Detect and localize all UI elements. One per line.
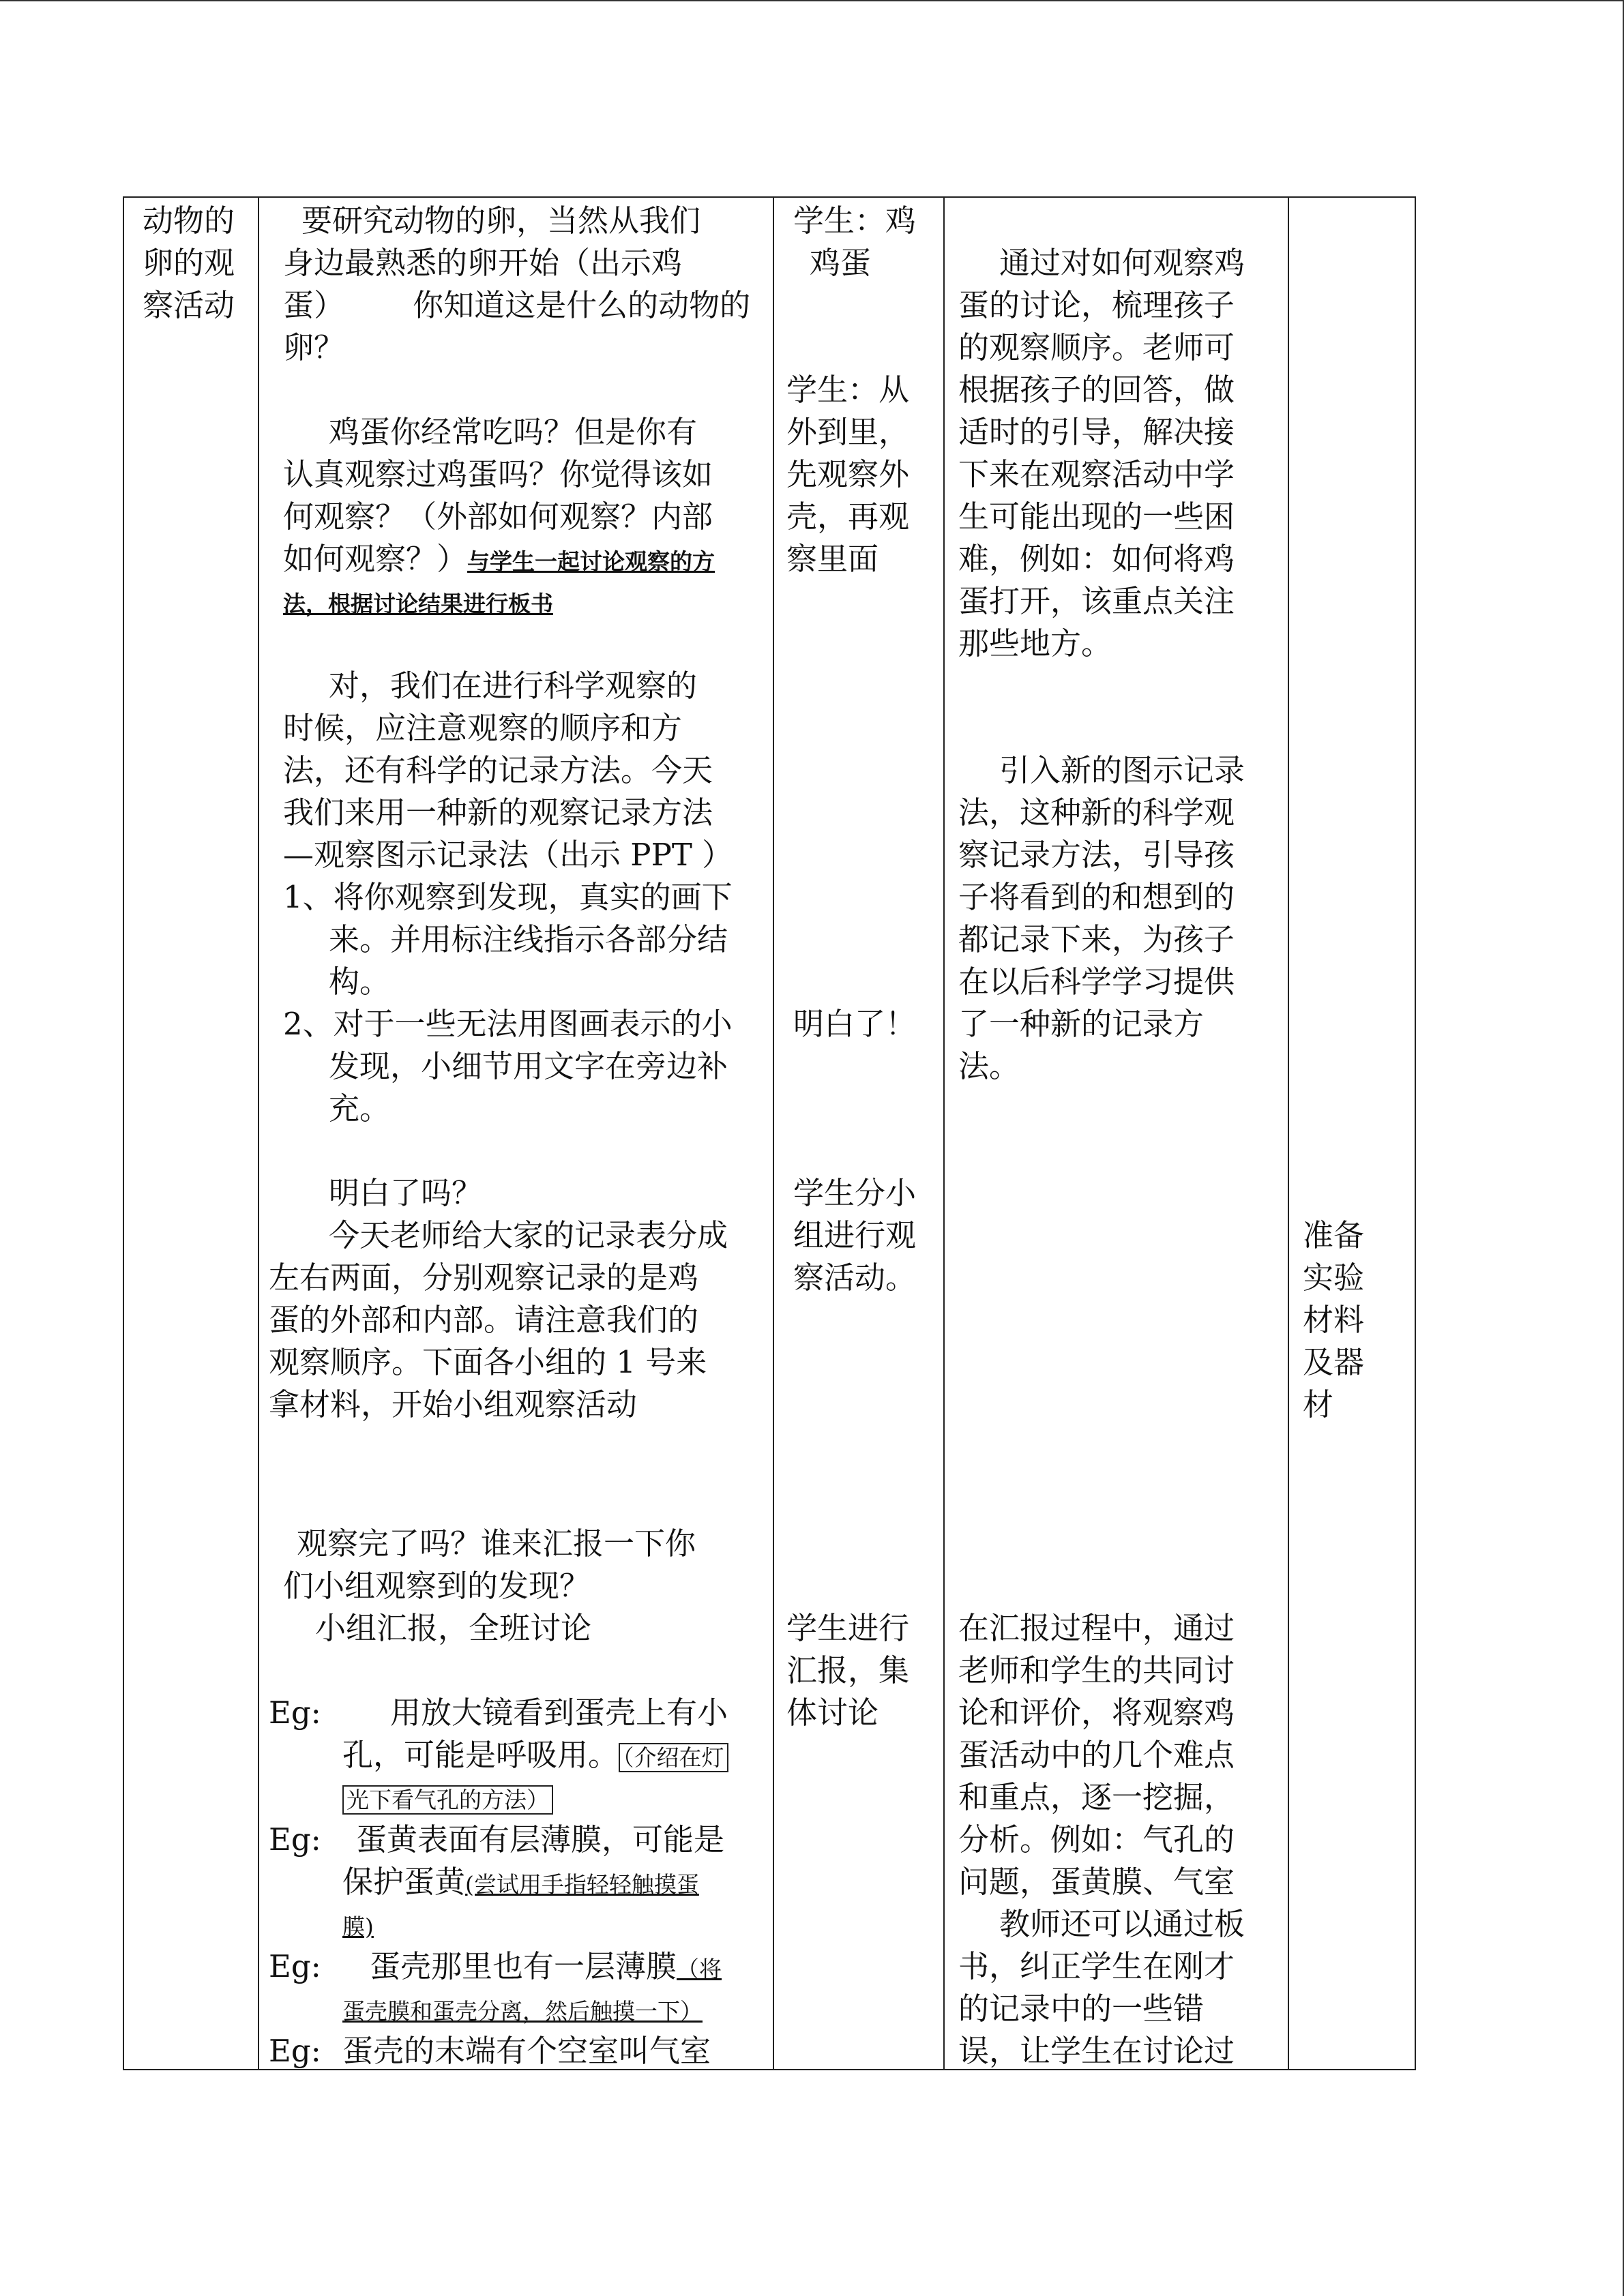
intent-text-line: 问题，蛋黄膜、气室 [958, 1864, 1235, 1900]
teaching-note: （将 [677, 1956, 722, 1982]
intent-text-line: 法，这种新的科学观 [958, 794, 1235, 831]
intent-text-line: 那些地方。 [958, 625, 1112, 661]
student-activity-cell [773, 197, 944, 2070]
student-text-line: 学生：鸡 [793, 203, 917, 239]
intent-text-line: 和重点，逐一挖掘， [958, 1779, 1235, 1815]
example-label: Eg: [269, 2033, 321, 2069]
intent-text-line: 在汇报过程中，通过 [958, 1610, 1235, 1646]
example-text: 保护蛋黄(尝试用手指轻轻触摸蛋 [342, 1864, 699, 1900]
intent-text-line: 蛋打开，该重点关注 [958, 583, 1235, 619]
intent-text-line: 论和评价，将观察鸡 [958, 1695, 1235, 1731]
preparation-cell [1288, 197, 1415, 2070]
intent-text-line: 法。 [958, 1048, 1020, 1084]
student-text-line: 外到里， [786, 414, 910, 450]
example-text: 蛋黄表面有层薄膜，可能是 [356, 1821, 725, 1858]
activity-name-line: 动物的 [143, 203, 235, 239]
example-text [342, 1988, 703, 2033]
example-label: Eg: [269, 1948, 321, 1984]
teacher-text-line: 法，还有科学的记录方法。今天 [283, 752, 713, 788]
preparation-line: 准备 [1303, 1217, 1365, 1253]
student-text-line: 察里面 [786, 541, 879, 577]
intent-text-line: 难，例如：如何将鸡 [958, 541, 1235, 577]
intent-text-line: 蛋的讨论，梳理孩子 [958, 287, 1235, 323]
table-row [123, 197, 1415, 2070]
student-text-line: 学生分小 [793, 1175, 917, 1211]
rule-item: 2、对于一些无法用图画表示的小 [283, 1006, 733, 1042]
student-text-line: 明白了！ [793, 1006, 917, 1042]
lesson-plan-table [123, 196, 1416, 2070]
teaching-note: （介绍在灯 [619, 1743, 728, 1772]
teacher-text-line: 蛋） 你知道这是什么的动物的 [283, 287, 751, 323]
rule-item: 来。并用标注线指示各部分结 [329, 921, 728, 957]
student-text-line: 学生进行 [786, 1610, 910, 1646]
teaching-note: 膜) [342, 1913, 374, 1940]
preparation-line: 材料 [1303, 1302, 1365, 1338]
student-text-line: 壳，再观 [786, 498, 910, 535]
teacher-text-line: 观察完了吗？谁来汇报一下你 [297, 1525, 696, 1562]
rule-item: 构。 [329, 964, 391, 1000]
intent-text-line: 根据孩子的回答，做 [958, 372, 1235, 408]
example-text [342, 1776, 553, 1821]
teacher-text-line: 我们来用一种新的观察记录方法 [283, 794, 713, 831]
intent-text-line: 子将看到的和想到的 [958, 879, 1235, 915]
teacher-text-line: 拿材料，开始小组观察活动 [269, 1386, 638, 1422]
preparation-line: 材 [1303, 1386, 1334, 1422]
intent-text-line: 了一种新的记录方 [958, 1006, 1205, 1042]
preparation-line: 及器 [1303, 1344, 1365, 1380]
example-text: 孔，可能是呼吸用。 （介绍在灯 [342, 1734, 728, 1779]
intent-text-line: 教师还可以通过板 [999, 1906, 1245, 1942]
intent-text-line: 分析。例如：气孔的 [958, 1821, 1235, 1858]
student-text-line: 鸡蛋 [810, 245, 872, 281]
teacher-text-line: 卵？ [283, 329, 345, 366]
intent-text-line: 蛋活动中的几个难点 [958, 1737, 1235, 1773]
teacher-text-line: —观察图示记录法（出示 PPT ） [283, 837, 733, 873]
teacher-text-line: 鸡蛋你经常吃吗？但是你有 [329, 414, 698, 450]
student-text-line: 汇报，集 [786, 1652, 910, 1688]
rule-item: 1、将你观察到发现，真实的画下 [283, 879, 733, 915]
board-writing-note: 法，根据讨论结果进行板书 [283, 591, 553, 617]
preparation-line: 实验 [1303, 1259, 1365, 1296]
teacher-text-line: 如何观察？）与学生一起讨论观察的方 [283, 541, 715, 577]
example-text: 用放大镜看到蛋壳上有小 [390, 1695, 728, 1731]
teacher-text-line: 们小组观察到的发现？ [283, 1568, 591, 1604]
student-text-line: 察活动。 [793, 1259, 917, 1296]
activity-name-cell [123, 197, 259, 2070]
example-label: Eg: [269, 1821, 321, 1858]
teacher-activity-cell [259, 197, 773, 2070]
student-text-line: 体讨论 [786, 1695, 879, 1731]
teaching-note: 光下看气孔的方法） [342, 1785, 553, 1815]
example-text [342, 1903, 374, 1948]
teacher-text-line: 蛋的外部和内部。请注意我们的 [269, 1302, 699, 1338]
teacher-text-line: 左右两面，分别观察记录的是鸡 [269, 1259, 699, 1296]
intent-text-line: 的观察顺序。老师可 [958, 329, 1235, 366]
teacher-text-line [283, 580, 553, 625]
teacher-text-line: 何观察？（外部如何观察？内部 [283, 498, 713, 535]
teacher-text-line: 明白了吗？ [329, 1175, 483, 1211]
activity-name-line: 察活动 [143, 287, 235, 323]
teaching-note: (尝试用手指轻轻触摸蛋 [465, 1871, 699, 1898]
student-text-line: 学生：从 [786, 372, 910, 408]
intent-text-line: 生可能出现的一些困 [958, 498, 1235, 535]
teacher-text-line: 小组汇报，全班讨论 [315, 1610, 592, 1646]
intent-text-line: 在以后科学学习提供 [958, 964, 1235, 1000]
example-text: 蛋壳的末端有个空室叫气室 [342, 2033, 711, 2069]
intent-text-line: 老师和学生的共同讨 [958, 1652, 1235, 1688]
student-text-line: 先观察外 [786, 456, 910, 492]
teacher-text-line: 身边最熟悉的卵开始（出示鸡 [283, 245, 683, 281]
intent-text-line: 的记录中的一些错 [958, 1991, 1205, 2027]
example-label: Eg: [269, 1695, 321, 1731]
teaching-note: 蛋壳膜和蛋壳分离，然后触摸一下） [342, 1998, 703, 2025]
rule-item: 充。 [329, 1090, 391, 1127]
intent-text-line: 下来在观察活动中学 [958, 456, 1235, 492]
teacher-text-line: 要研究动物的卵，当然从我们 [301, 203, 701, 239]
teacher-text-line: 观察顺序。下面各小组的 1 号来 [269, 1344, 707, 1380]
intent-text-line: 书，纠正学生在刚才 [958, 1948, 1235, 1984]
example-text: 蛋壳那里也有一层薄膜（将 [370, 1948, 722, 1984]
student-text-line: 组进行观 [793, 1217, 917, 1253]
rule-item: 发现，小细节用文字在旁边补 [329, 1048, 728, 1084]
teacher-text-line: 对，我们在进行科学观察的 [329, 668, 698, 704]
activity-name-line: 卵的观 [143, 245, 235, 281]
intent-text-line: 察记录方法，引导孩 [958, 837, 1235, 873]
intent-text-line: 通过对如何观察鸡 [999, 245, 1245, 281]
intent-text-line: 误，让学生在讨论过 [958, 2033, 1235, 2069]
intent-text-line: 适时的引导，解决接 [958, 414, 1235, 450]
intent-text-line: 都记录下来，为孩子 [958, 921, 1235, 957]
board-writing-note: 与学生一起讨论观察的方 [467, 548, 715, 575]
intent-text-line: 引入新的图示记录 [999, 752, 1245, 788]
design-intent-cell [944, 197, 1288, 2070]
teacher-text-line: 今天老师给大家的记录表分成 [329, 1217, 728, 1253]
teacher-text-line: 时候，应注意观察的顺序和方 [283, 710, 683, 746]
teacher-text-line: 认真观察过鸡蛋吗？你觉得该如 [283, 456, 713, 492]
